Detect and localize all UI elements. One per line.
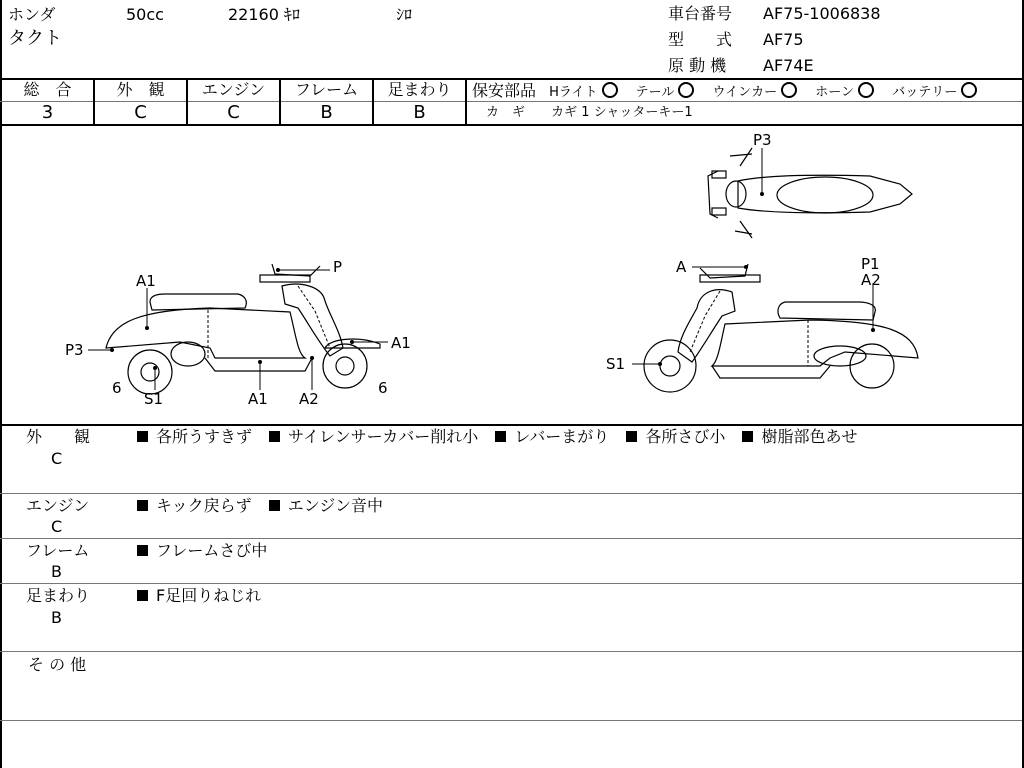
remarks-divider-2 — [0, 538, 1022, 539]
section-engine-remarks: キック戻らず エンジン音中 — [137, 498, 383, 514]
label-right-a: A — [676, 258, 687, 276]
safety-row — [472, 82, 977, 99]
left-scooter-seat — [150, 294, 246, 310]
section-engine-name: エンジン — [26, 496, 90, 515]
right-scooter-handle — [700, 264, 748, 278]
left-scooter-body — [106, 308, 305, 358]
right-scooter-floor — [712, 366, 830, 378]
bullet-icon — [137, 590, 148, 601]
section-frame-grade: B — [51, 562, 62, 581]
model-name: タクト — [8, 28, 62, 49]
marker-left-s1 — [153, 366, 157, 370]
label-left-s1: S1 — [144, 390, 164, 408]
section-suspension-remarks: F足回りねじれ — [137, 588, 261, 604]
remarks-top — [0, 424, 1024, 426]
left-scooter-floor — [205, 358, 312, 371]
grade-header-overall: 総 合 — [23, 80, 72, 99]
top-scooter-body — [738, 175, 912, 213]
ok-circle-icon — [602, 82, 618, 98]
remarks-divider-3 — [0, 583, 1022, 584]
marker-left-a1-seat — [145, 326, 149, 330]
bullet-icon — [742, 431, 753, 442]
grade-value-exterior: C — [134, 102, 147, 123]
section-other-name: そ の 他 — [28, 655, 87, 674]
label-right-a2: A2 — [861, 271, 881, 289]
grade-value-frame: B — [320, 102, 333, 123]
remarks-divider-1 — [0, 493, 1022, 494]
damage-diagram — [0, 126, 1022, 424]
label-left-a1-floor: A1 — [248, 390, 268, 408]
ok-circle-icon — [858, 82, 874, 98]
safety-item-headlight: Hライト — [549, 85, 617, 100]
section-exterior-grade: C — [51, 449, 63, 468]
right-scooter-muffler — [814, 346, 866, 366]
grade-header-suspension: 足まわり — [387, 80, 452, 99]
remarks-divider-5 — [0, 720, 1022, 721]
ok-circle-icon — [781, 82, 797, 98]
bullet-icon — [137, 500, 148, 511]
left-scooter-rear-wheel — [128, 350, 172, 394]
left-scooter-rear-hub — [141, 363, 159, 381]
label-left-a2: A2 — [299, 390, 319, 408]
right-scooter-handlebar — [700, 275, 760, 282]
grade-header-engine: エンジン — [201, 80, 266, 99]
section-exterior-remarks: 各所うすきず サイレンサーカバー削れ小 レバーまがり 各所さび小 樹脂部色あせ — [137, 429, 857, 445]
grade-header-frame: フレーム — [294, 80, 359, 99]
frame-no: AF75-1006838 — [763, 4, 881, 23]
right-scooter-front-wheel — [644, 340, 696, 392]
marker-left-p3 — [110, 348, 114, 352]
label-left-p3: P3 — [65, 341, 84, 359]
label-left-a1-seat: A1 — [136, 272, 156, 290]
top-scooter-left-grip — [712, 171, 726, 178]
mileage: 22160 ｷﾛ — [228, 5, 300, 24]
bullet-icon — [137, 545, 148, 556]
marker-right-a — [744, 265, 748, 269]
safety-item-winker: ウインカー — [713, 85, 798, 100]
grade-value-suspension: B — [413, 102, 426, 123]
section-frame-name: フレーム — [26, 541, 90, 560]
bullet-icon — [269, 500, 280, 511]
frame-no-label: 車台番号 — [668, 4, 733, 23]
left-scooter-muffler — [171, 342, 205, 366]
engine-value: AF74E — [763, 56, 814, 75]
marker-left-p — [276, 268, 280, 272]
grade-value-overall: 3 — [41, 102, 54, 123]
marker-left-a1-front — [350, 340, 354, 344]
section-exterior-name: 外 観 — [26, 427, 91, 446]
section-suspension-name: 足まわり — [26, 586, 91, 605]
left-scooter-front-hub — [336, 357, 354, 375]
label-left-a1-front: A1 — [391, 334, 411, 352]
key-row — [486, 106, 693, 119]
top-scooter-front — [726, 181, 746, 207]
safety-item-horn: ホーン — [815, 85, 874, 100]
engine-label: 原 動 機 — [668, 56, 727, 75]
ok-circle-icon — [961, 82, 977, 98]
safety-item-tail: テール — [636, 85, 695, 100]
label-right-s1: S1 — [606, 355, 626, 373]
label-left-p: P — [333, 258, 343, 276]
right-scooter-front-hub — [660, 356, 680, 376]
displacement: 50cc — [126, 5, 164, 24]
maker: ホンダ — [8, 5, 56, 24]
label-right-p1: P1 — [861, 255, 880, 273]
top-scooter-right-grip — [712, 208, 726, 215]
ok-circle-icon — [678, 82, 694, 98]
type-value: AF75 — [763, 30, 804, 49]
color: ｼﾛ — [396, 5, 413, 24]
right-scooter-legshield — [678, 290, 735, 362]
top-scooter-mirror-bottom — [740, 221, 752, 238]
left-scooter-legshield — [282, 284, 343, 356]
bullet-icon — [626, 431, 637, 442]
safety-mid — [466, 101, 1022, 102]
remarks-divider-4 — [0, 651, 1022, 652]
right-scooter-rear-wheel — [850, 344, 894, 388]
section-suspension-grade: B — [51, 608, 62, 627]
section-engine-grade: C — [51, 517, 63, 536]
left-scooter-panel-line — [208, 286, 330, 358]
label-left-6-rear: 6 — [112, 379, 122, 397]
bullet-icon — [495, 431, 506, 442]
grade-value-engine: C — [227, 102, 240, 123]
bullet-icon — [269, 431, 280, 442]
grade-header-exterior: 外 観 — [116, 80, 165, 99]
marker-left-a1-floor — [258, 360, 262, 364]
left-scooter-front-wheel — [323, 344, 367, 388]
key-label: カ ギ — [486, 105, 526, 120]
type-label: 型 式 — [668, 30, 733, 49]
key-value: カギ 1 シャッターキー1 — [551, 105, 693, 120]
right-scooter-seat — [778, 302, 875, 320]
safety-label: 保安部品 — [472, 81, 537, 100]
label-top-p3: P3 — [753, 131, 772, 149]
marker-top-p3 — [760, 192, 764, 196]
marker-right-s1 — [658, 362, 662, 366]
top-scooter-seat — [777, 177, 873, 213]
safety-item-battery: バッテリー — [892, 85, 977, 100]
marker-left-a2 — [310, 356, 314, 360]
bullet-icon — [137, 431, 148, 442]
section-frame-remarks: フレームさび中 — [137, 543, 267, 559]
label-left-6-front: 6 — [378, 379, 388, 397]
grade-divider-5 — [465, 78, 467, 126]
top-scooter-mirror-top — [740, 148, 752, 166]
marker-right-a2 — [871, 328, 875, 332]
